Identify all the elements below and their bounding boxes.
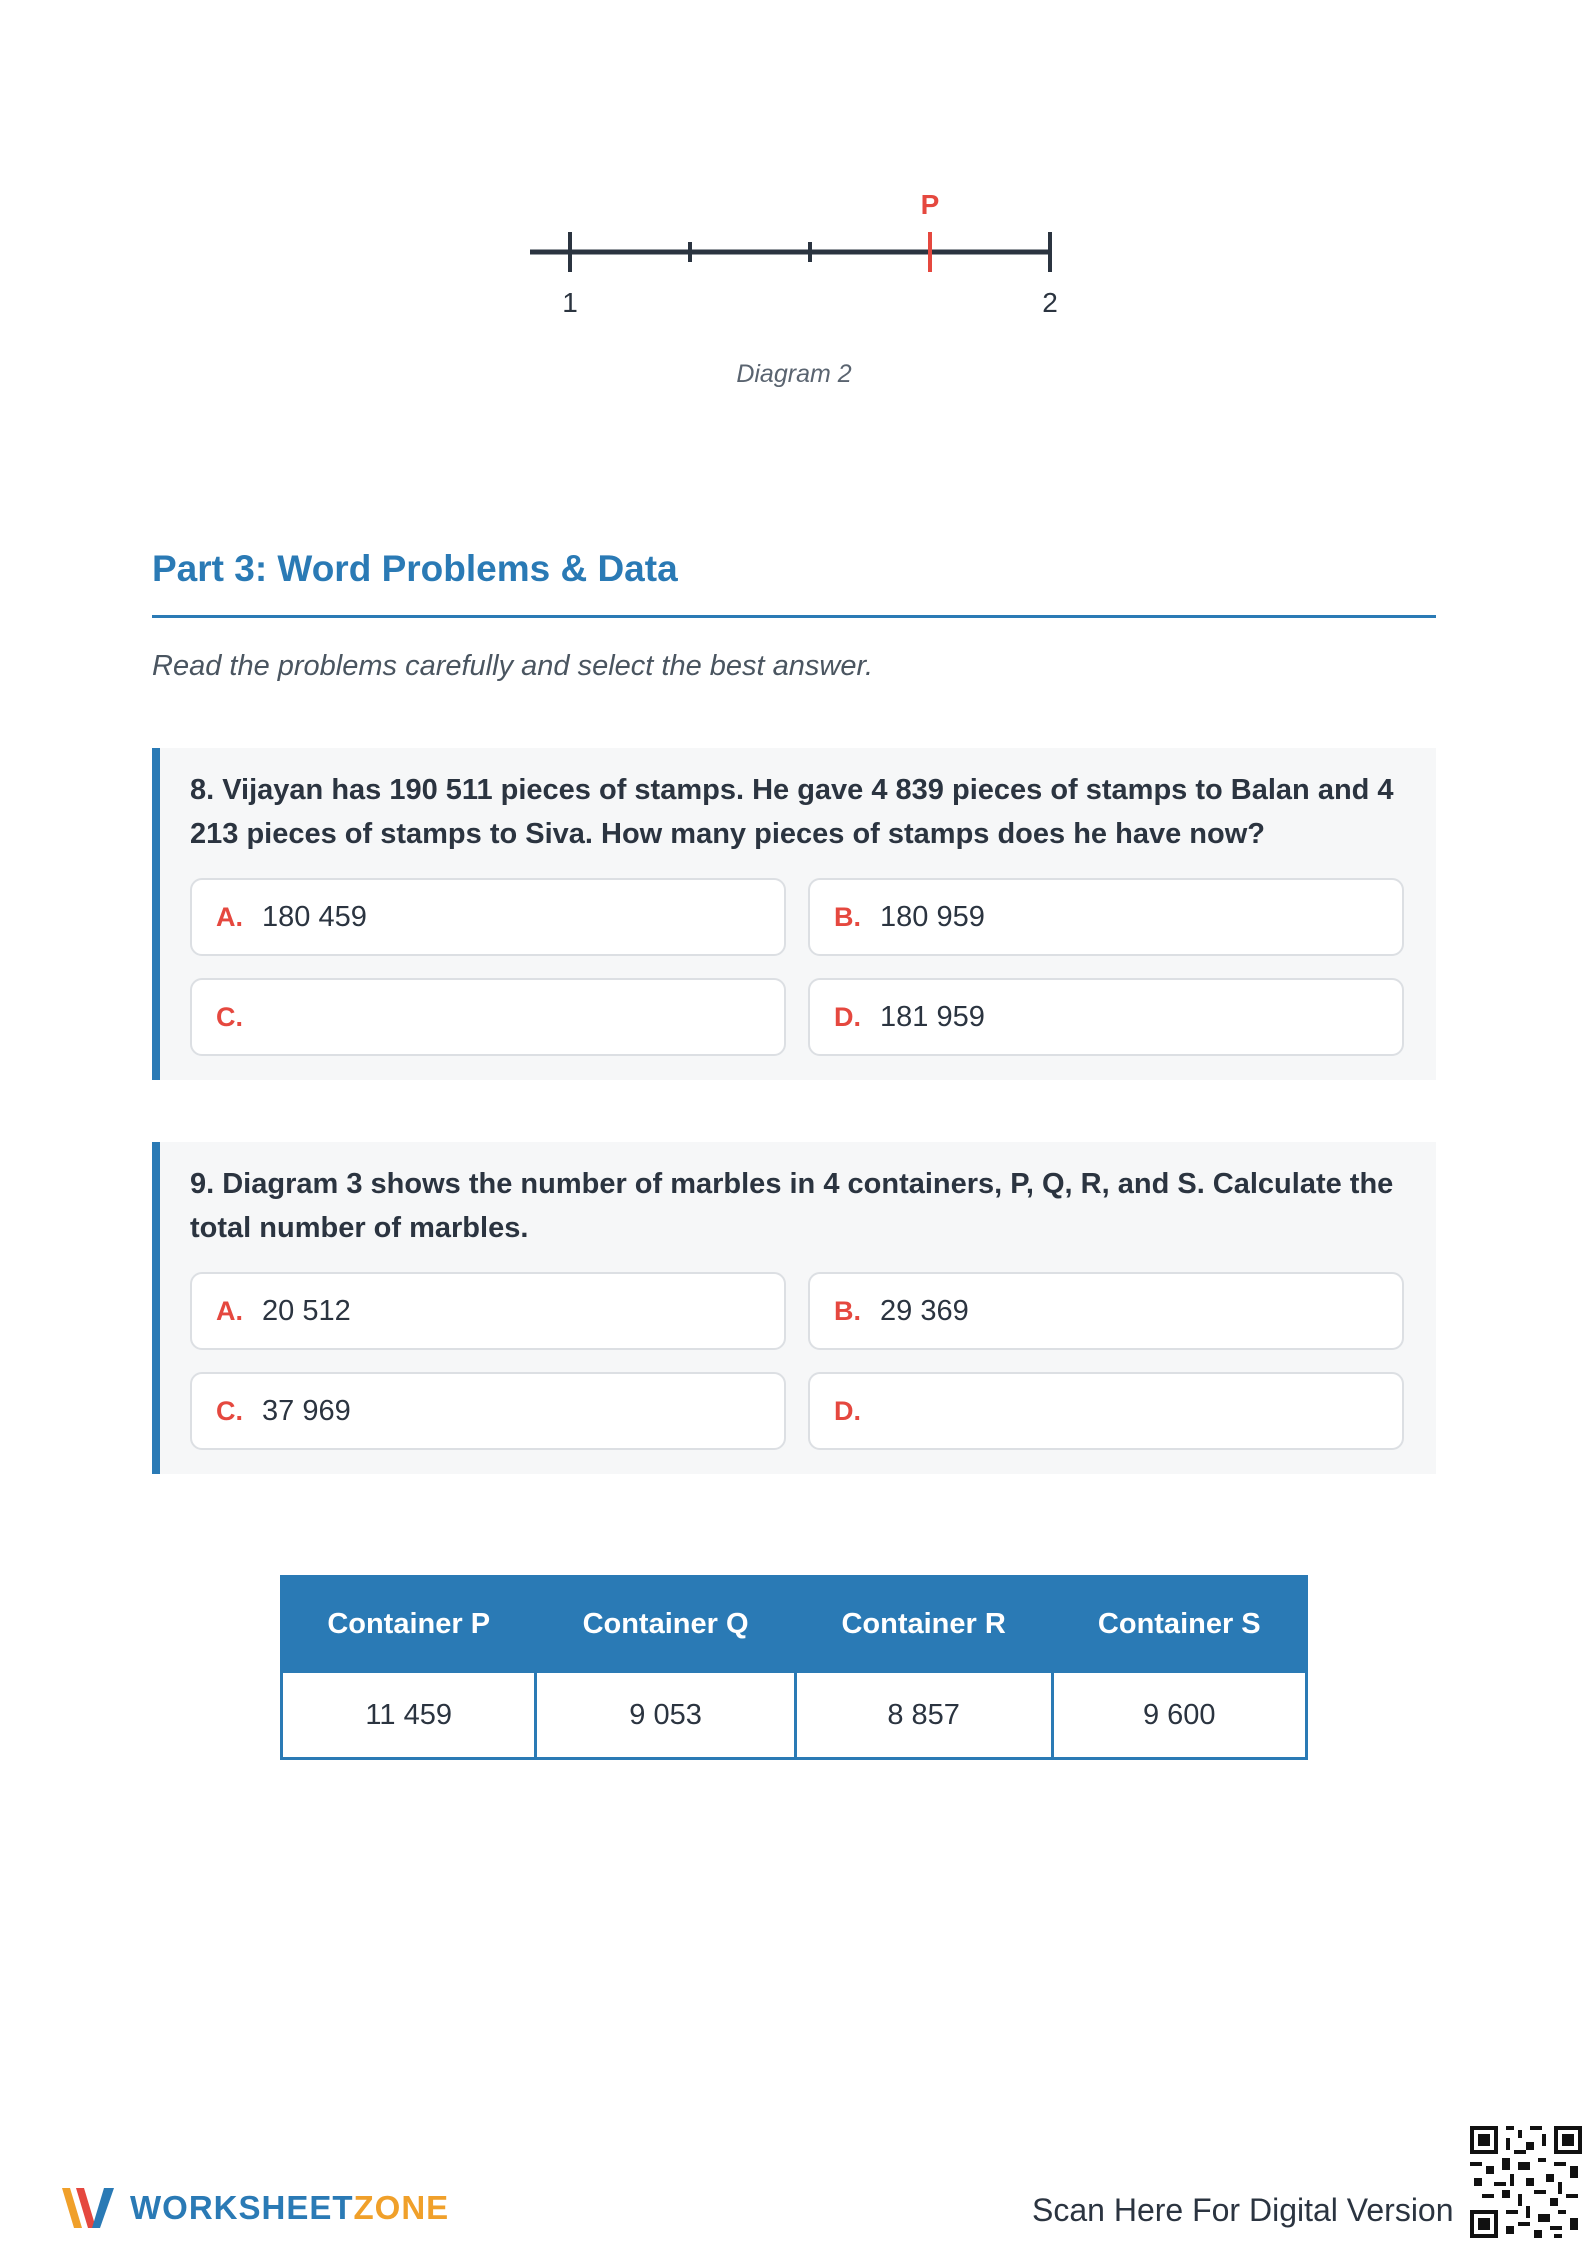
option-letter: B. <box>834 901 861 932</box>
question-9-option-a[interactable] <box>190 1272 786 1350</box>
option-letter: A. <box>216 901 243 932</box>
section-divider <box>152 615 1436 618</box>
option-value: 181 959 <box>880 1000 985 1033</box>
option-letter: D. <box>834 1395 861 1426</box>
option-value: 29 369 <box>880 1294 969 1327</box>
question-8-option-a[interactable] <box>190 878 786 956</box>
question-8-card <box>152 748 1436 1080</box>
diagram-2-caption: Diagram 2 <box>736 360 852 388</box>
scan-instruction: Scan Here For Digital Version <box>1032 2192 1454 2228</box>
table-cell: 9 600 <box>1052 1672 1306 1759</box>
worksheetzone-logo-icon <box>58 2180 118 2236</box>
table-cell: 8 857 <box>795 1672 1052 1759</box>
question-8-option-d[interactable] <box>808 978 1404 1056</box>
table-row <box>282 1672 1307 1759</box>
question-8-text: 8. Vijayan has 190 511 pieces of stamps. He gave 4 839 pieces of stamps to Balan and 4 213 pieces of stamps to Siva. How many pieces of stamps does he have now? <box>190 774 1394 850</box>
question-8-option-c[interactable] <box>190 978 786 1056</box>
section-title: Part 3: Word Problems & Data <box>152 548 678 589</box>
option-letter: C. <box>216 1001 243 1032</box>
question-9-text: 9. Diagram 3 shows the number of marbles in 4 containers, P, Q, R, and S. Calculate the total number of marbles. <box>190 1168 1394 1244</box>
option-letter: D. <box>834 1001 861 1032</box>
number-line-point-p-label: P <box>920 189 940 220</box>
table-header-row <box>282 1577 1307 1672</box>
option-value: 180 959 <box>880 900 985 933</box>
qr-code-icon[interactable] <box>1470 2126 1582 2238</box>
option-value: 37 969 <box>262 1394 351 1427</box>
table-header-cell: Container S <box>1052 1577 1306 1672</box>
brand-name-part-2: ZONE <box>353 2189 450 2226</box>
option-value: 180 459 <box>262 900 367 933</box>
option-letter: C. <box>216 1395 243 1426</box>
brand-name-part-1: WORKSHEET <box>130 2189 354 2226</box>
option-letter: A. <box>216 1295 243 1326</box>
worksheetzone-logo[interactable] <box>58 2180 449 2236</box>
question-9-option-d[interactable] <box>808 1372 1404 1450</box>
table-header-cell: Container R <box>795 1577 1052 1672</box>
option-letter: B. <box>834 1295 861 1326</box>
number-line-diagram <box>520 180 1080 340</box>
marbles-table <box>280 1575 1308 1760</box>
question-9-option-b[interactable] <box>808 1272 1404 1350</box>
option-value: 20 512 <box>262 1294 351 1327</box>
question-9-card <box>152 1142 1436 1474</box>
number-line-end-label: 2 <box>1042 287 1058 318</box>
section-instructions: Read the problems carefully and select the best answer. <box>152 650 874 682</box>
number-line-start-label: 1 <box>562 287 578 318</box>
table-header-cell: Container P <box>282 1577 536 1672</box>
table-cell: 11 459 <box>282 1672 536 1759</box>
brand-name <box>130 2189 449 2227</box>
question-8-option-b[interactable] <box>808 878 1404 956</box>
question-9-option-c[interactable] <box>190 1372 786 1450</box>
table-header-cell: Container Q <box>536 1577 795 1672</box>
table-cell: 9 053 <box>536 1672 795 1759</box>
